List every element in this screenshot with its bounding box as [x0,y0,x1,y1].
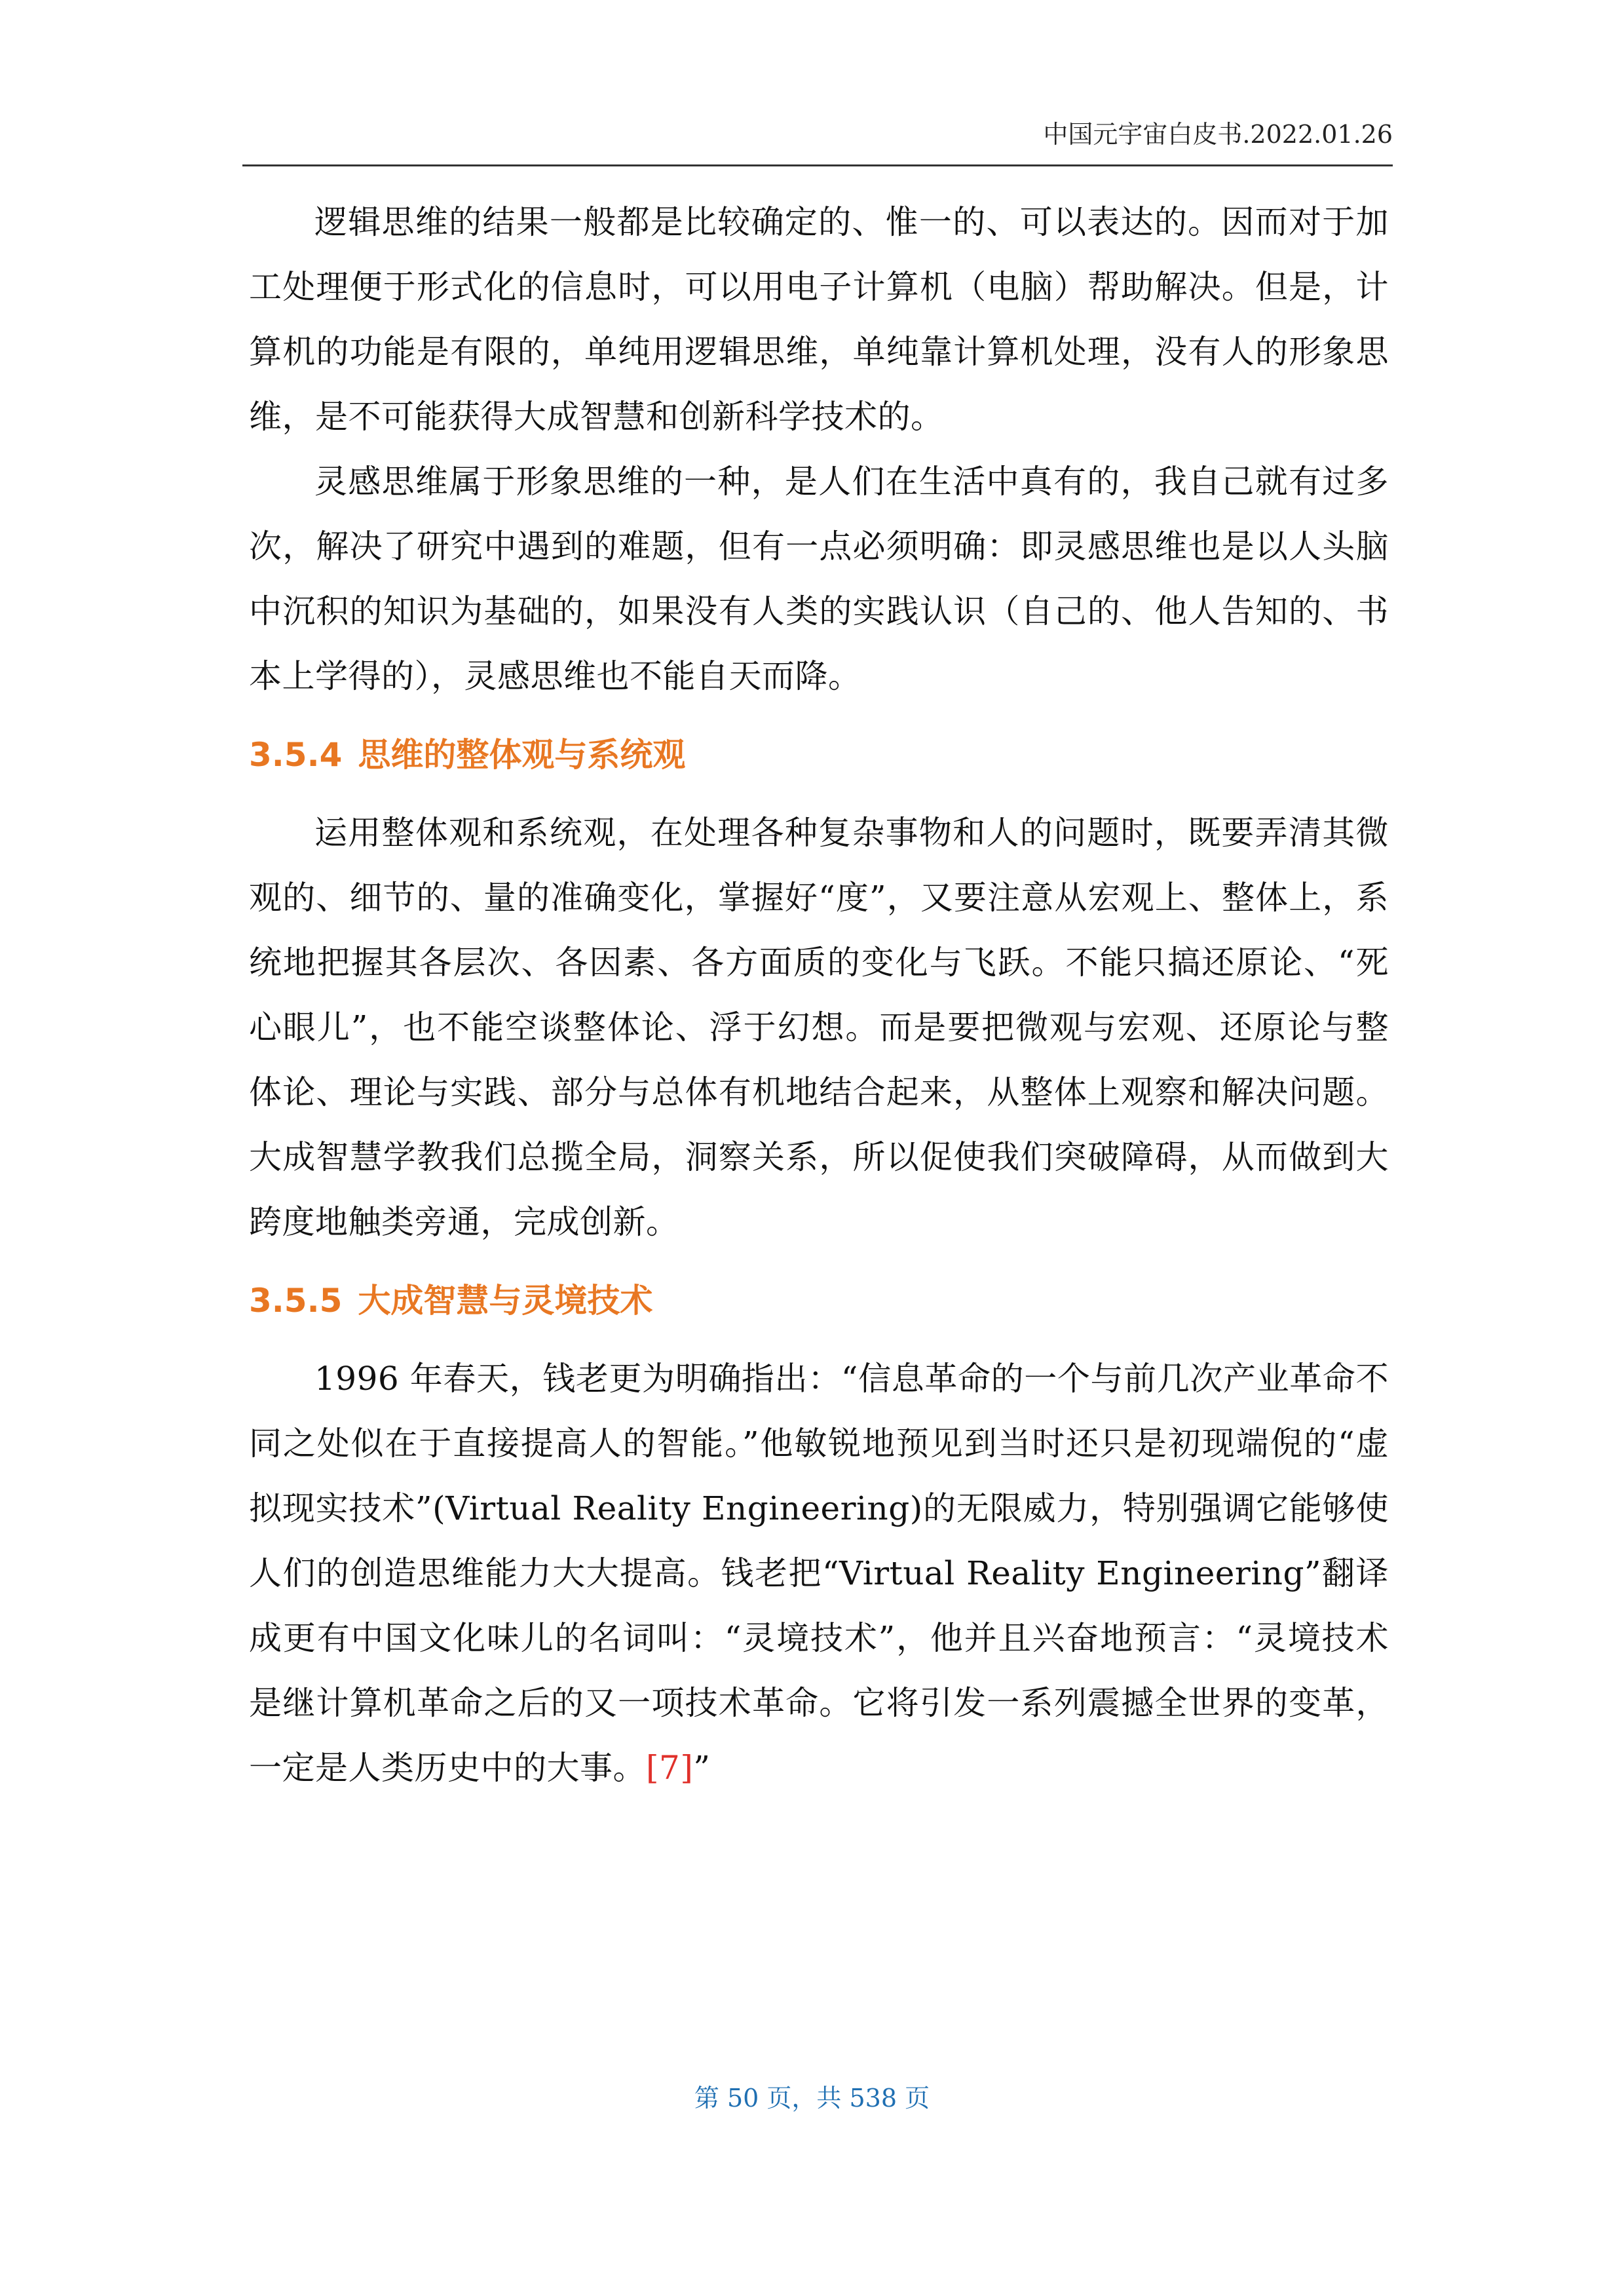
running-header [242,111,1393,157]
header-divider [242,164,1393,166]
page-body [249,190,1389,1801]
paragraph-text: 1996 年春天，钱老更为明确指出：“信息革命的一个与前几次产业革命不同之处似在于直接提高人的智能。”他敏锐地预见到当时还只是初现端倪的“虚拟现实技术”(Virtual Reality Engineering)的无限威力，特别强调它能够使人们的创造思维能力大大提高。钱老把“Virtual Reality Engineering”翻译成更有中国文化味儿的名词叫：“灵境技术”，他并且兴奋地预言：“灵境技术是继计算机革命之后的又一项技术革命。它将引发一系列震撼全世界的变革，一定是人类历史中的大事。 [249,1360,1389,1787]
section-number: 3.5.5 [249,1282,343,1320]
section-heading-3-5-5 [249,1261,1389,1340]
paragraph-holistic-view: 运用整体观和系统观，在处理各种复杂事物和人的问题时，既要弄清其微观的、细节的、量的准确变化，掌握好“度”，又要注意从宏观上、整体上，系统地把握其各层次、各因素、各方面质的变化与飞跃。不能只搞还原论、“死心眼儿”，也不能空谈整体论、浮于幻想。而是要把微观与宏观、还原论与整体论、理论与实践、部分与总体有机地结合起来，从整体上观察和解决问题。大成智慧学教我们总揽全局，洞察关系，所以促使我们突破障碍，从而做到大跨度地触类旁通，完成创新。 [249,814,1389,1241]
section-number: 3.5.4 [249,736,343,774]
section-title: 大成智慧与灵境技术 [358,1282,653,1320]
section-title: 思维的整体观与系统观 [358,736,686,774]
paragraph-virtual-reality [249,1347,1389,1801]
page-number: 第 50 页，共 538 页 [694,2084,930,2113]
paragraph-logic-thinking: 逻辑思维的结果一般都是比较确定的、惟一的、可以表达的。因而对于加工处理便于形式化的信息时，可以用电子计算机（电脑）帮助解决。但是，计算机的功能是有限的，单纯用逻辑思维，单纯靠计算机处理，没有人的形象思维，是不可能获得大成智慧和创新科学技术的。 [249,203,1389,436]
paragraph-inspiration-thinking: 灵感思维属于形象思维的一种，是人们在生活中真有的，我自己就有过多次，解决了研究中遇到的难题，但有一点必须明确：即灵感思维也是以人头脑中沉积的知识为基础的，如果没有人类的实践认识（自己的、他人告知的、书本上学得的），灵感思维也不能自天而降。 [249,463,1389,695]
closing-quote: ” [693,1749,711,1787]
citation-link[interactable]: [7] [646,1749,694,1787]
page-footer [0,2078,1624,2118]
section-heading-3-5-4 [249,716,1389,794]
running-title: 中国元宇宙白皮书.2022.01.26 [1043,120,1393,149]
